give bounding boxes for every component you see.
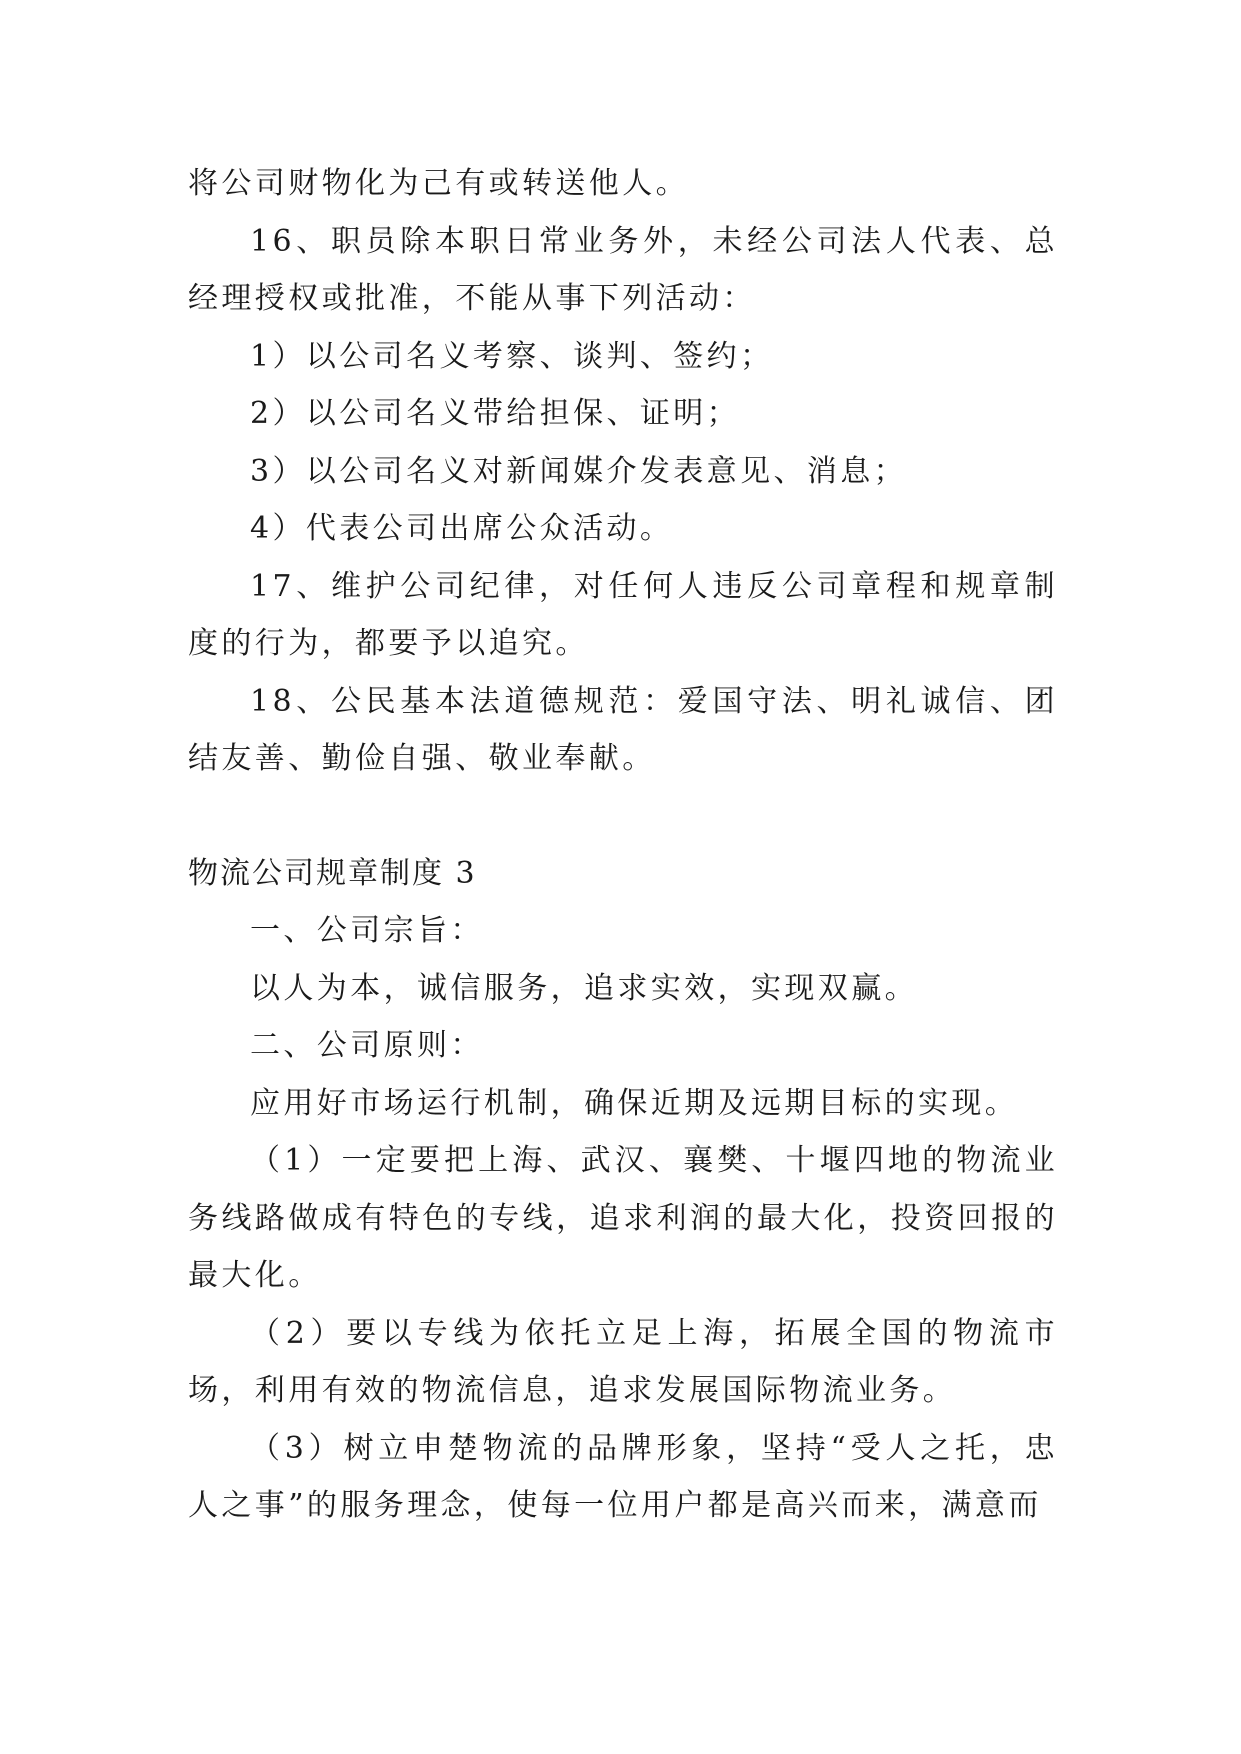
section-heading-principles: 二、公司原则： (250, 1028, 484, 1063)
section-heading-purpose: 一、公司宗旨： (250, 913, 484, 948)
principle-item-3: （3）树立申楚物流的品牌形象，坚持“受人之托，忠人之事”的服务理念，使每一位用户都是高兴而来，满意而 (188, 1430, 1058, 1523)
principle-item-1: （1）一定要把上海、武汉、襄樊、十堰四地的物流业务线路做成有特色的专线，追求利润的最大化，投资回报的最大化。 (188, 1143, 1058, 1293)
section-spacer (188, 788, 1058, 845)
paragraph-item-16: 16、职员除本职日常业务外，未经公司法人代表、总经理授权或批准，不能从事下列活动： (188, 223, 1058, 316)
section-text-purpose: 以人为本，诚信服务，追求实效，实现双赢。 (250, 970, 918, 1006)
section-title: 物流公司规章制度 3 (188, 855, 477, 891)
paragraph-continuation: 将公司财物化为己有或转送他人。 (188, 166, 689, 201)
document-body (188, 155, 1058, 1535)
list-item-1: 1）以公司名义考察、谈判、签约； (250, 338, 774, 374)
list-item-4: 4）代表公司出席公众活动。 (250, 511, 674, 546)
section-text-principles: 应用好市场运行机制，确保近期及远期目标的实现。 (250, 1085, 1019, 1121)
paragraph-item-17: 17、维护公司纪律，对任何人违反公司章程和规章制度的行为，都要予以追究。 (188, 568, 1058, 661)
list-item-3: 3）以公司名义对新闻媒介发表意见、消息； (250, 453, 908, 489)
list-item-2: 2）以公司名义带给担保、证明； (250, 396, 741, 431)
principle-item-2: （2）要以专线为依托立足上海，拓展全国的物流市场，利用有效的物流信息，追求发展国际物流业务。 (188, 1315, 1058, 1408)
paragraph-item-18: 18、公民基本法道德规范：爱国守法、明礼诚信、团结友善、勤俭自强、敬业奉献。 (188, 683, 1058, 776)
